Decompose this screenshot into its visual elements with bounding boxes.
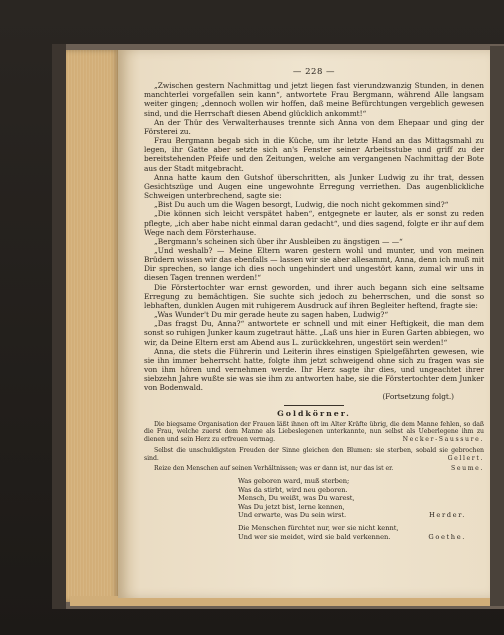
poem-line: Was geboren ward, muß sterben;: [238, 477, 350, 485]
section-title: Goldkörner.: [277, 408, 351, 418]
quote-author: Seume.: [451, 465, 484, 473]
book-spine: [52, 44, 66, 609]
paragraph: Frau Bergmann begab sich in die Küche, um ihr letzte Hand an das Mittagsmahl zu legen, ihr Gatte aber setzte sich an's Fenster seiner Arbeitsstube und griff zu der bereitstehenden Pfeife und den Zeitungen, welche am vergangenen Nachmittag der Bote aus der Stadt mitgebracht.: [144, 136, 484, 173]
book-page: [118, 50, 490, 598]
paragraph: „Bergmann's scheinen sich über ihr Ausbleiben zu ängstigen — —“: [154, 236, 403, 246]
paragraph: „Das fragst Du, Anna?“ antwortete er schnell und mit einer Heftigkeit, die man dem sonst so ruhigen Junker kaum zugetraut hätte. „Laß uns hier in Euren Garten abbiegen, wo wir, da Deine Eltern erst am Abend aus L. zurückkehren, ungestört sein werden!“: [144, 319, 484, 347]
page-number: — 228 —: [292, 67, 336, 77]
poem-author: Goethe.: [428, 532, 466, 541]
page-edges-left: [66, 50, 120, 602]
quote-block: [144, 447, 484, 462]
poem-line: Was Du jetzt bist, lerne kennen,: [238, 502, 345, 511]
poem-line: Was da stirbt, wird neu geboren.: [238, 485, 348, 494]
divider: [284, 405, 344, 406]
poem-line: Und erwarte, was Du sein wirst. Herder.: [238, 511, 466, 520]
poem: [144, 477, 484, 520]
paragraph: Anna hatte kaum den Gutshof überschritten, als Junker Ludwig zu ihr trat, dessen Gesichtszüge und Augen eine ungewohnte Erregung verriethen. Das augenblickliche Schweigen unterbrechend, sagte sie:: [144, 172, 484, 201]
paragraph: „Und weshalb? — Meine Eltern waren gestern wohl und munter, und von meinen Brüdern wissen wir das ebenfalls — lassen wir sie aber allesammt, Anna, denn ich muß mit Dir sprechen, so lange ich dies noch ungehindert und ungestört kann, zumal wir uns in diesen Tagen trennen werden!“: [144, 245, 484, 283]
quote-author: Necker-Saussure.: [402, 436, 484, 444]
paragraph: Die Förstertochter war ernst geworden, und ihrer auch begann sich eine seltsame Erregung zu bemächtigen. Sie suchte sich jedoch zu beherrschen, und die sonst so lebhaften, dunklen Augen mit ruhigerem Ausdruck auf ihren Begleiter heftend, fragte sie:: [144, 282, 484, 310]
quote-text: Selbst die unschuldigsten Freuden der Sinne gleichen den Blumen: sie sterben, sobald sie gebrochen sind. Gellert.: [144, 446, 484, 462]
paragraph: „Bist Du auch um die Wagen besorgt, Ludwig, die noch nicht gekommen sind?“: [154, 200, 449, 210]
paragraph: An der Thür des Verwalterhauses trennte sich Anna von dem Ehepaar und ging der Försterei zu.: [144, 117, 484, 136]
poem-line: Mensch, Du weißt, was Du warest,: [238, 494, 355, 503]
paragraph: „Zwischen gestern Nachmittag und jetzt liegen fast vierundzwanzig Stunden, in denen manchterlei vorgefallen sein kann“, antwortete Frau Bergmann, während Alle langsam weiter gingen; „dennoch wollen wir hoffen, daß meine Befürchtungen vergeblich gewesen sind, und die Herrschaft diesen Abend glücklich ankommt!“: [144, 81, 484, 118]
book-right-edge: [490, 46, 504, 606]
paragraph: Anna, die stets die Führerin und Leiterin ihres einstigen Spielgefährten gewesen, wie sie ihn immer beherrscht hatte, folgte ihm jetzt schweigend ohne sich zu fragen was sie von ihm hören und vernehmen werde. Ihr Herz sagte ihr dies, und ungeachtet ihrer siebzehn Jahre wußte sie was sie ihm zu antworten habe, sie die Förstertochter dem Junker von Bodenwald.: [144, 346, 484, 393]
page-text: [144, 68, 484, 541]
quote-author: Gellert.: [447, 454, 484, 462]
poem: [144, 524, 484, 541]
paragraph: „Was Wunder't Du mir gerade heute zu sagen haben, Ludwig?“: [154, 310, 389, 320]
poem-line: Und wer sie meidet, wird sie bald verkennen. Goethe.: [238, 532, 466, 541]
poem-author: Herder.: [428, 511, 466, 520]
quote-block: [144, 465, 484, 473]
quote-block: [144, 421, 484, 444]
poem-line: Die Menschen fürchtet nur, wer sie nicht kennt,: [238, 523, 399, 532]
quote-text: Reize den Menschen auf seinen Verhältnissen; was er dann ist, nur das ist er. Seume.: [154, 465, 484, 473]
continuation-note: (Fortsetzung folgt.): [382, 392, 454, 402]
paragraph: „Die können sich leicht verspätet haben“, entgegnete er lauter, als er sonst zu reden pflegte, „ich aber habe nicht einmal daran gedacht“, und dies sagend, folgte er ihr auf dem Wege nach dem Försterhause.: [144, 209, 484, 237]
quote-text: Die biegsame Organisation der Frauen läßt ihnen oft im Alter Kräfte übrig, die dem Manne fehlen, so daß die Frau, welche zuerst dem Manne als Liebeslegenen unterkannte, nun selbst als Ueberlegene ihm zu dienen und sein Herz zu erfreuen vermag. Necker-Saussure.: [144, 420, 484, 444]
